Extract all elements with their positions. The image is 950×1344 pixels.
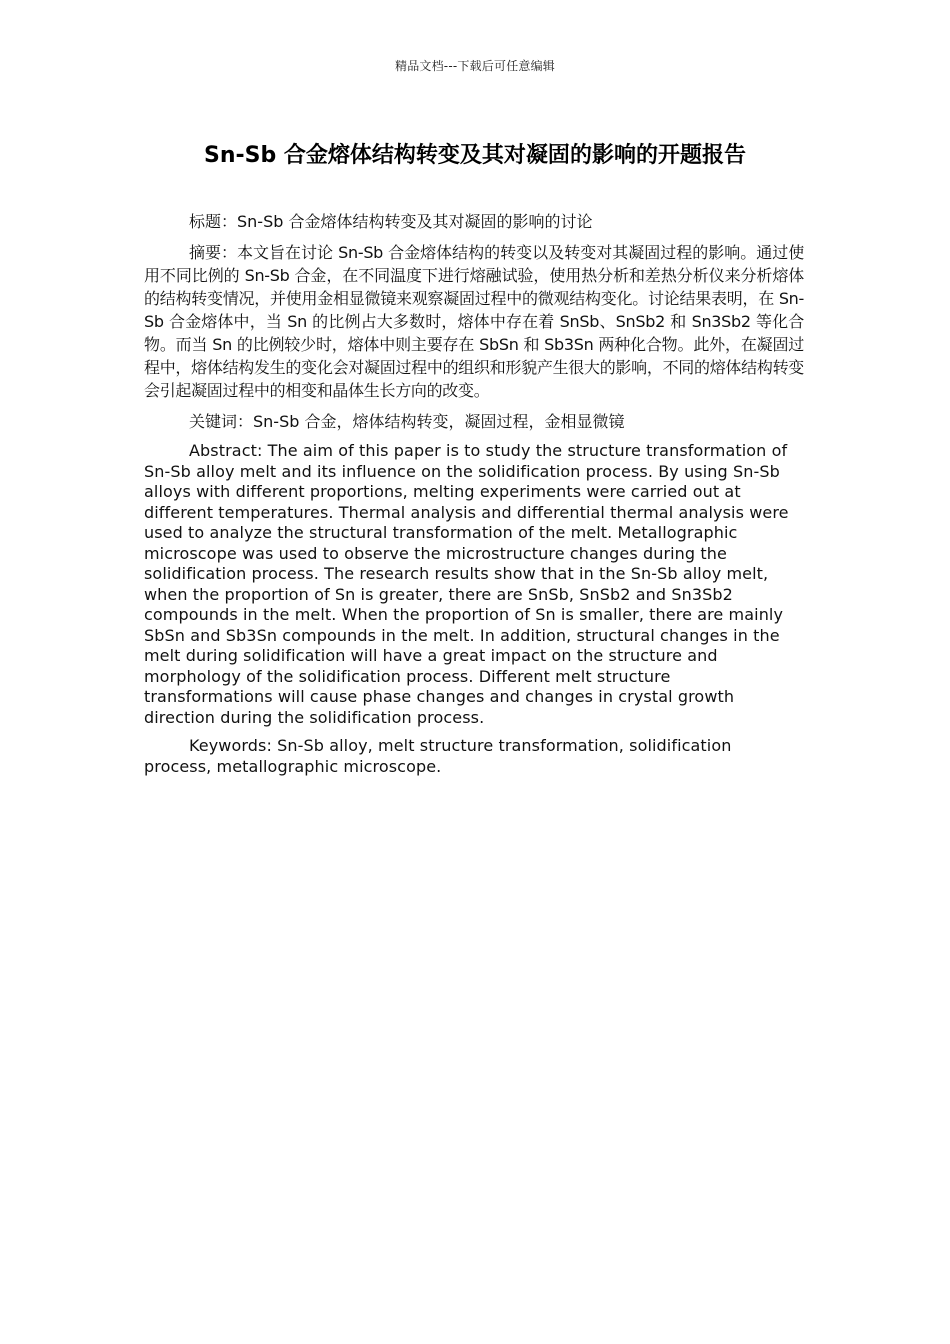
keywords-english: Keywords: Sn-Sb alloy, melt structure transformation, solidification process, metallographic microscope. [144,736,732,776]
abstract-chinese: 摘要：本文旨在讨论 Sn-Sb 合金熔体结构的转变以及转变对其凝固过程的影响。通过使用不同比例的 Sn-Sb 合金，在不同温度下进行熔融试验，使用热分析和差热分析仪来分析熔体的结构转变情况，并使用金相显微镜来观察凝固过程中的微观结构变化。讨论结果表明，在 Sn-Sb 合金熔体中，当 Sn 的比例占大多数时，熔体中存在着 SnSb、SnSb2 和 Sn3Sb2 等化合物。而当 Sn 的比例较少时，熔体中则主要存在 SbSn 和 Sb3Sn 两种化合物。此外，在凝固过程中，熔体结构发生的变化会对凝固过程中的组织和形貌产生很大的影响，不同的熔体结构转变会引起凝固过程中的相变和晶体生长方向的改变。 [144,243,804,400]
keywords-chinese: 关键词：Sn-Sb 合金，熔体结构转变，凝固过程，金相显微镜 [189,412,625,431]
document-body [144,210,804,785]
document-title: Sn-Sb 合金熔体结构转变及其对凝固的影响的开题报告 [204,143,746,168]
abstract-english: Abstract: The aim of this paper is to study the structure transformation of Sn-Sb alloy melt and its influence on the solidification process. By using Sn-Sb alloys with different proportions, melting experiments were carried out at different temperatures. Thermal analysis and differential thermal analysis were used to analyze the structural transformation of the melt. Metallographic microscope was used to observe the microstructure changes during the solidification process. The research results show that in the Sn-Sb alloy melt, when the proportion of Sn is greater, there are SnSb, SnSb2 and Sn3Sb2 compounds in the melt. When the proportion of Sn is smaller, there are mainly SbSn and Sb3Sn compounds in the melt. In addition, structural changes in the melt during solidification will have a great impact on the structure and morphology of the solidification process. Different melt structure transformations will cause phase changes and changes in crystal growth direction during the solidification process. [144,441,789,727]
page-header-watermark: 精品文档---下载后可任意编辑 [395,59,555,73]
subject-line: 标题：Sn-Sb 合金熔体结构转变及其对凝固的影响的讨论 [189,212,593,231]
